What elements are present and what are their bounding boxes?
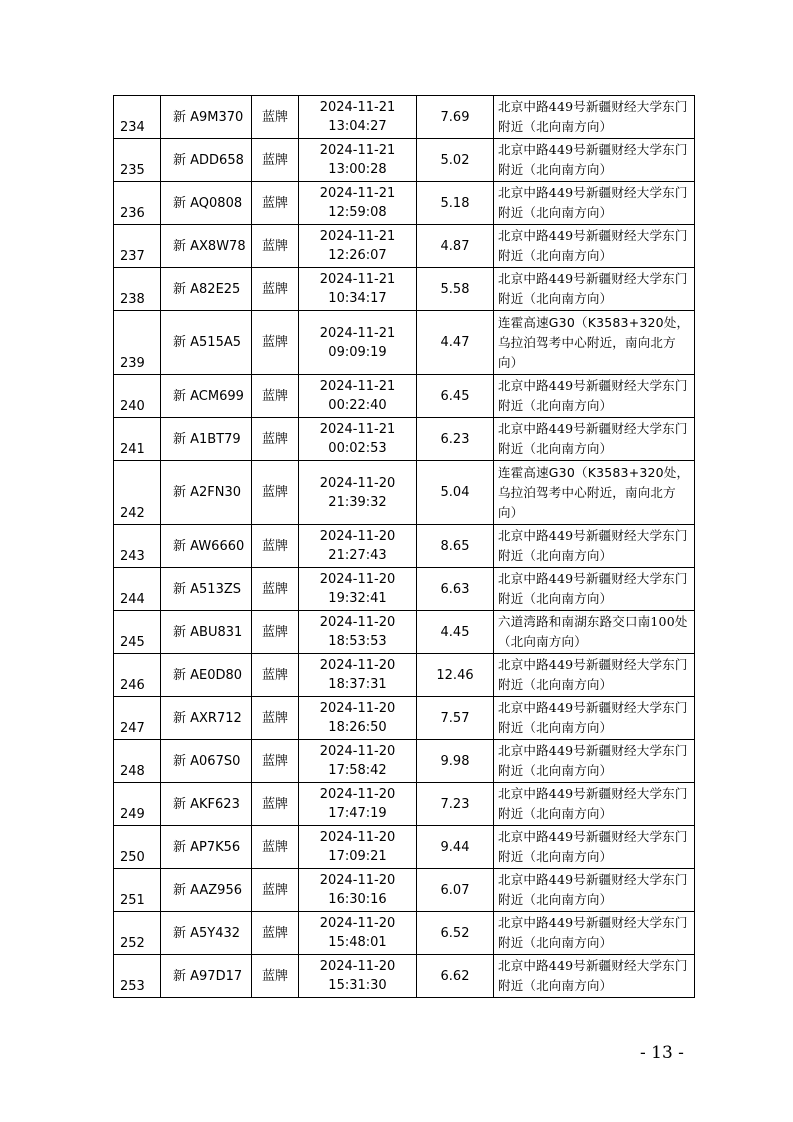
datetime-cell [299, 654, 417, 697]
row-index: 247 [114, 697, 161, 740]
plate-type: 蓝牌 [252, 568, 299, 611]
time-text: 17:47:19 [328, 806, 387, 821]
row-index: 236 [114, 182, 161, 225]
date-text: 2024-11-21 [319, 186, 396, 201]
plate-type: 蓝牌 [252, 182, 299, 225]
violation-table [113, 95, 695, 998]
table-row [114, 461, 695, 525]
plate-type: 蓝牌 [252, 461, 299, 525]
row-index: 235 [114, 139, 161, 182]
datetime-cell [299, 912, 417, 955]
table-row [114, 225, 695, 268]
datetime-cell [299, 697, 417, 740]
table-row [114, 955, 695, 998]
plate-type: 蓝牌 [252, 912, 299, 955]
datetime-cell [299, 268, 417, 311]
datetime-cell [299, 418, 417, 461]
table-row [114, 525, 695, 568]
plate-type: 蓝牌 [252, 418, 299, 461]
row-index: 242 [114, 461, 161, 525]
date-text: 2024-11-20 [319, 830, 396, 845]
plate-type: 蓝牌 [252, 139, 299, 182]
table-row [114, 139, 695, 182]
date-text: 2024-11-21 [319, 143, 396, 158]
datetime-cell [299, 568, 417, 611]
date-text: 2024-11-20 [319, 475, 396, 491]
measured-value: 7.57 [417, 697, 494, 740]
location-text: 北京中路449号新疆财经大学东门附近（北向南方向） [494, 96, 695, 139]
time-text: 16:30:16 [328, 892, 387, 907]
date-text: 2024-11-20 [319, 701, 396, 716]
table-row [114, 740, 695, 783]
date-text: 2024-11-20 [319, 873, 396, 888]
datetime-cell [299, 96, 417, 139]
page-number: - 13 - [640, 1043, 684, 1063]
location-text: 北京中路449号新疆财经大学东门附近（北向南方向） [494, 869, 695, 912]
table-row [114, 268, 695, 311]
date-text: 2024-11-20 [319, 787, 396, 802]
row-index: 238 [114, 268, 161, 311]
time-text: 09:09:19 [328, 344, 387, 360]
plate-number: 新 AW6660 [161, 525, 252, 568]
time-text: 21:27:43 [328, 548, 387, 563]
measured-value: 9.98 [417, 740, 494, 783]
measured-value: 7.23 [417, 783, 494, 826]
table-row [114, 869, 695, 912]
plate-type: 蓝牌 [252, 740, 299, 783]
location-text: 北京中路449号新疆财经大学东门附近（北向南方向） [494, 375, 695, 418]
location-text: 北京中路449号新疆财经大学东门附近（北向南方向） [494, 139, 695, 182]
location-text: 北京中路449号新疆财经大学东门附近（北向南方向） [494, 568, 695, 611]
row-index: 252 [114, 912, 161, 955]
table-row [114, 568, 695, 611]
location-text: 北京中路449号新疆财经大学东门附近（北向南方向） [494, 783, 695, 826]
date-text: 2024-11-20 [319, 529, 396, 544]
table-row [114, 826, 695, 869]
plate-number: 新 A97D17 [161, 955, 252, 998]
date-text: 2024-11-21 [319, 325, 396, 341]
table-body [114, 96, 695, 998]
location-text: 北京中路449号新疆财经大学东门附近（北向南方向） [494, 955, 695, 998]
table-row [114, 311, 695, 375]
row-index: 245 [114, 611, 161, 654]
row-index: 248 [114, 740, 161, 783]
plate-type: 蓝牌 [252, 525, 299, 568]
plate-number: 新 A2FN30 [161, 461, 252, 525]
row-index: 244 [114, 568, 161, 611]
table-row [114, 96, 695, 139]
datetime-cell [299, 461, 417, 525]
table-row [114, 912, 695, 955]
time-text: 13:00:28 [328, 162, 387, 177]
date-text: 2024-11-20 [319, 959, 396, 974]
measured-value: 5.04 [417, 461, 494, 525]
table-row [114, 611, 695, 654]
plate-number: 新 A82E25 [161, 268, 252, 311]
plate-number: 新 A1BT79 [161, 418, 252, 461]
plate-number: 新 A9M370 [161, 96, 252, 139]
plate-number: 新 A513ZS [161, 568, 252, 611]
date-text: 2024-11-21 [319, 100, 396, 115]
measured-value: 7.69 [417, 96, 494, 139]
datetime-cell [299, 869, 417, 912]
time-text: 15:31:30 [328, 978, 387, 993]
date-text: 2024-11-21 [319, 422, 396, 437]
plate-type: 蓝牌 [252, 311, 299, 375]
time-text: 17:09:21 [328, 849, 387, 864]
time-text: 18:26:50 [328, 720, 387, 735]
measured-value: 5.18 [417, 182, 494, 225]
date-text: 2024-11-20 [319, 744, 396, 759]
plate-type: 蓝牌 [252, 783, 299, 826]
location-text: 北京中路449号新疆财经大学东门附近（北向南方向） [494, 826, 695, 869]
measured-value: 4.47 [417, 311, 494, 375]
time-text: 00:22:40 [328, 398, 387, 413]
location-text: 北京中路449号新疆财经大学东门附近（北向南方向） [494, 182, 695, 225]
location-text: 北京中路449号新疆财经大学东门附近（北向南方向） [494, 697, 695, 740]
datetime-cell [299, 955, 417, 998]
date-text: 2024-11-20 [319, 572, 396, 587]
date-text: 2024-11-20 [319, 615, 396, 630]
plate-number: 新 A067S0 [161, 740, 252, 783]
plate-type: 蓝牌 [252, 268, 299, 311]
plate-type: 蓝牌 [252, 375, 299, 418]
datetime-cell [299, 225, 417, 268]
measured-value: 5.02 [417, 139, 494, 182]
plate-type: 蓝牌 [252, 955, 299, 998]
plate-type: 蓝牌 [252, 225, 299, 268]
datetime-cell [299, 783, 417, 826]
time-text: 21:39:32 [328, 494, 387, 510]
measured-value: 4.45 [417, 611, 494, 654]
plate-number: 新 AX8W78 [161, 225, 252, 268]
time-text: 13:04:27 [328, 119, 387, 134]
date-text: 2024-11-20 [319, 916, 396, 931]
row-index: 234 [114, 96, 161, 139]
plate-type: 蓝牌 [252, 96, 299, 139]
location-text: 连霍高速G30（K3583+320处，乌拉泊驾考中心附近，南向北方向） [494, 311, 695, 375]
measured-value: 6.07 [417, 869, 494, 912]
datetime-cell [299, 611, 417, 654]
plate-number: 新 AP7K56 [161, 826, 252, 869]
measured-value: 9.44 [417, 826, 494, 869]
plate-number: 新 ACM699 [161, 375, 252, 418]
location-text: 北京中路449号新疆财经大学东门附近（北向南方向） [494, 912, 695, 955]
time-text: 18:37:31 [328, 677, 387, 692]
time-text: 10:34:17 [328, 291, 387, 306]
datetime-cell [299, 525, 417, 568]
location-text: 北京中路449号新疆财经大学东门附近（北向南方向） [494, 740, 695, 783]
location-text: 六道湾路和南湖东路交口南100处（北向南方向） [494, 611, 695, 654]
plate-number: 新 ADD658 [161, 139, 252, 182]
location-text: 北京中路449号新疆财经大学东门附近（北向南方向） [494, 225, 695, 268]
date-text: 2024-11-21 [319, 379, 396, 394]
plate-number: 新 A5Y432 [161, 912, 252, 955]
plate-type: 蓝牌 [252, 654, 299, 697]
measured-value: 5.58 [417, 268, 494, 311]
measured-value: 6.62 [417, 955, 494, 998]
row-index: 241 [114, 418, 161, 461]
table-row [114, 418, 695, 461]
measured-value: 12.46 [417, 654, 494, 697]
datetime-cell [299, 826, 417, 869]
plate-number: 新 AE0D80 [161, 654, 252, 697]
row-index: 250 [114, 826, 161, 869]
table-row [114, 697, 695, 740]
plate-number: 新 AAZ956 [161, 869, 252, 912]
date-text: 2024-11-21 [319, 229, 396, 244]
datetime-cell [299, 311, 417, 375]
row-index: 246 [114, 654, 161, 697]
row-index: 240 [114, 375, 161, 418]
location-text: 北京中路449号新疆财经大学东门附近（北向南方向） [494, 418, 695, 461]
time-text: 17:58:42 [328, 763, 387, 778]
datetime-cell [299, 139, 417, 182]
plate-type: 蓝牌 [252, 697, 299, 740]
location-text: 北京中路449号新疆财经大学东门附近（北向南方向） [494, 654, 695, 697]
location-text: 连霍高速G30（K3583+320处，乌拉泊驾考中心附近，南向北方向） [494, 461, 695, 525]
time-text: 19:32:41 [328, 591, 387, 606]
row-index: 251 [114, 869, 161, 912]
plate-number: 新 ABU831 [161, 611, 252, 654]
measured-value: 8.65 [417, 525, 494, 568]
measured-value: 4.87 [417, 225, 494, 268]
plate-type: 蓝牌 [252, 611, 299, 654]
datetime-cell [299, 740, 417, 783]
time-text: 15:48:01 [328, 935, 387, 950]
row-index: 249 [114, 783, 161, 826]
plate-number: 新 A515A5 [161, 311, 252, 375]
time-text: 12:26:07 [328, 248, 387, 263]
time-text: 18:53:53 [328, 634, 387, 649]
date-text: 2024-11-21 [319, 272, 396, 287]
plate-number: 新 AQ0808 [161, 182, 252, 225]
measured-value: 6.45 [417, 375, 494, 418]
measured-value: 6.23 [417, 418, 494, 461]
row-index: 237 [114, 225, 161, 268]
row-index: 253 [114, 955, 161, 998]
location-text: 北京中路449号新疆财经大学东门附近（北向南方向） [494, 525, 695, 568]
plate-number: 新 AXR712 [161, 697, 252, 740]
date-text: 2024-11-20 [319, 658, 396, 673]
row-index: 243 [114, 525, 161, 568]
row-index: 239 [114, 311, 161, 375]
plate-type: 蓝牌 [252, 869, 299, 912]
datetime-cell [299, 182, 417, 225]
plate-type: 蓝牌 [252, 826, 299, 869]
measured-value: 6.63 [417, 568, 494, 611]
table-row [114, 375, 695, 418]
table-row [114, 654, 695, 697]
measured-value: 6.52 [417, 912, 494, 955]
table-row [114, 783, 695, 826]
table-row [114, 182, 695, 225]
datetime-cell [299, 375, 417, 418]
time-text: 00:02:53 [328, 441, 387, 456]
location-text: 北京中路449号新疆财经大学东门附近（北向南方向） [494, 268, 695, 311]
plate-number: 新 AKF623 [161, 783, 252, 826]
time-text: 12:59:08 [328, 205, 387, 220]
